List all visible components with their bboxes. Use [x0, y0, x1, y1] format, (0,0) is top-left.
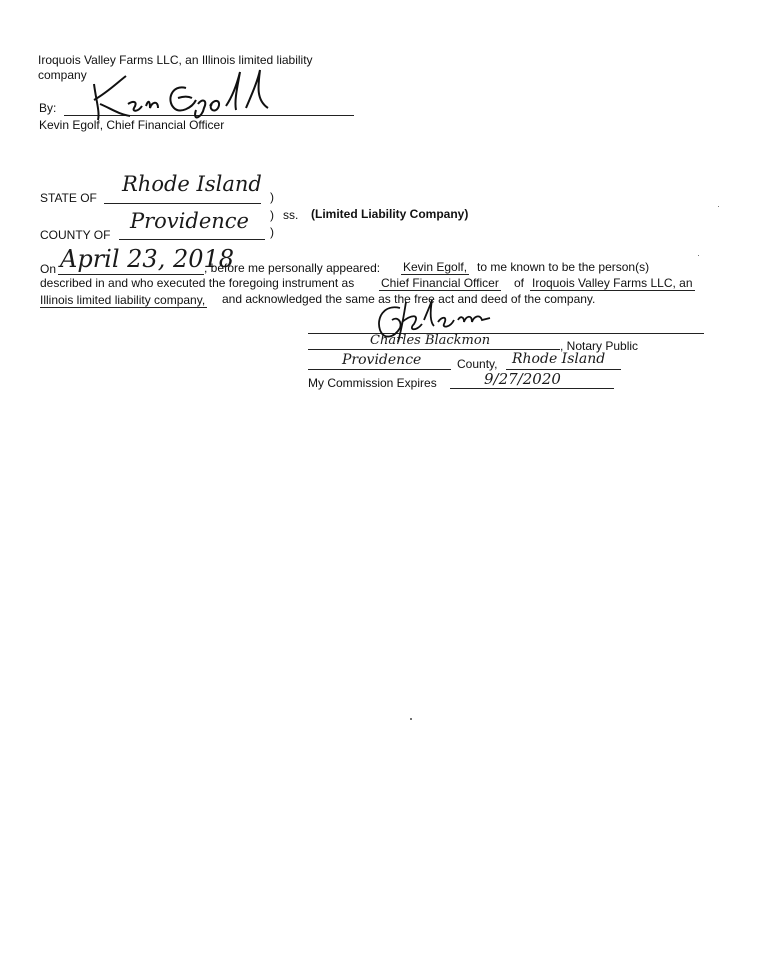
paren-1: ) [270, 190, 274, 204]
ack-text-5: and acknowledged the same as the free act and deed of the company. [222, 292, 596, 306]
date-handwritten: April 23, 2018 [60, 245, 235, 273]
scan-speck [698, 255, 699, 256]
by-label: By: [39, 101, 57, 115]
capacity: Chief Financial Officer [381, 276, 499, 290]
scan-speck [410, 718, 412, 720]
ack-text-1: , before me personally appeared: [204, 261, 381, 275]
commission-label: My Commission Expires [308, 376, 437, 390]
company-name-line-1: Iroquois Valley Farms LLC, an Illinois limited liability [38, 53, 313, 67]
ack-text-2: to me known to be the person(s) [477, 260, 650, 274]
paren-3: ) [270, 225, 274, 239]
signer-name-title: Kevin Egolf, Chief Financial Officer [39, 118, 225, 132]
commission-date-handwritten: 9/27/2020 [484, 370, 561, 388]
paren-2: ) [270, 208, 274, 222]
county-handwritten: Providence [130, 209, 249, 233]
county-label: COUNTY OF [40, 228, 111, 242]
entity-type: (Limited Liability Company) [311, 207, 469, 221]
ack-text-4: of [514, 276, 525, 290]
notary-printed-name: Charles Blackmon [370, 333, 491, 348]
notary-county-line [308, 369, 451, 370]
company-name-a: Iroquois Valley Farms LLC, an [532, 276, 693, 290]
state-handwritten: Rhode Island [122, 172, 262, 196]
signer-signature [88, 70, 273, 125]
appeared-name: Kevin Egolf, [403, 260, 468, 274]
company-name-line-2: company [38, 68, 87, 82]
date-blank-line [58, 274, 204, 275]
notary-county-handwritten: Providence [342, 352, 422, 368]
ack-text-3: described in and who executed the foregoing instrument as [40, 276, 355, 290]
notary-public-label: , Notary Public [560, 339, 639, 353]
ss-label: ss. [283, 208, 299, 222]
notary-name-line [308, 349, 560, 350]
company-name-b: Illinois limited liability company, [40, 293, 206, 307]
county-blank-line [119, 239, 265, 240]
notary-state-handwritten: Rhode Island [512, 351, 606, 367]
commission-date-line [450, 388, 614, 389]
scan-speck [718, 206, 719, 207]
notary-county-label: County, [457, 357, 498, 371]
state-label: STATE OF [40, 191, 97, 205]
state-blank-line [104, 203, 261, 204]
on-label: On [40, 262, 57, 276]
notary-signature-line [308, 333, 704, 334]
